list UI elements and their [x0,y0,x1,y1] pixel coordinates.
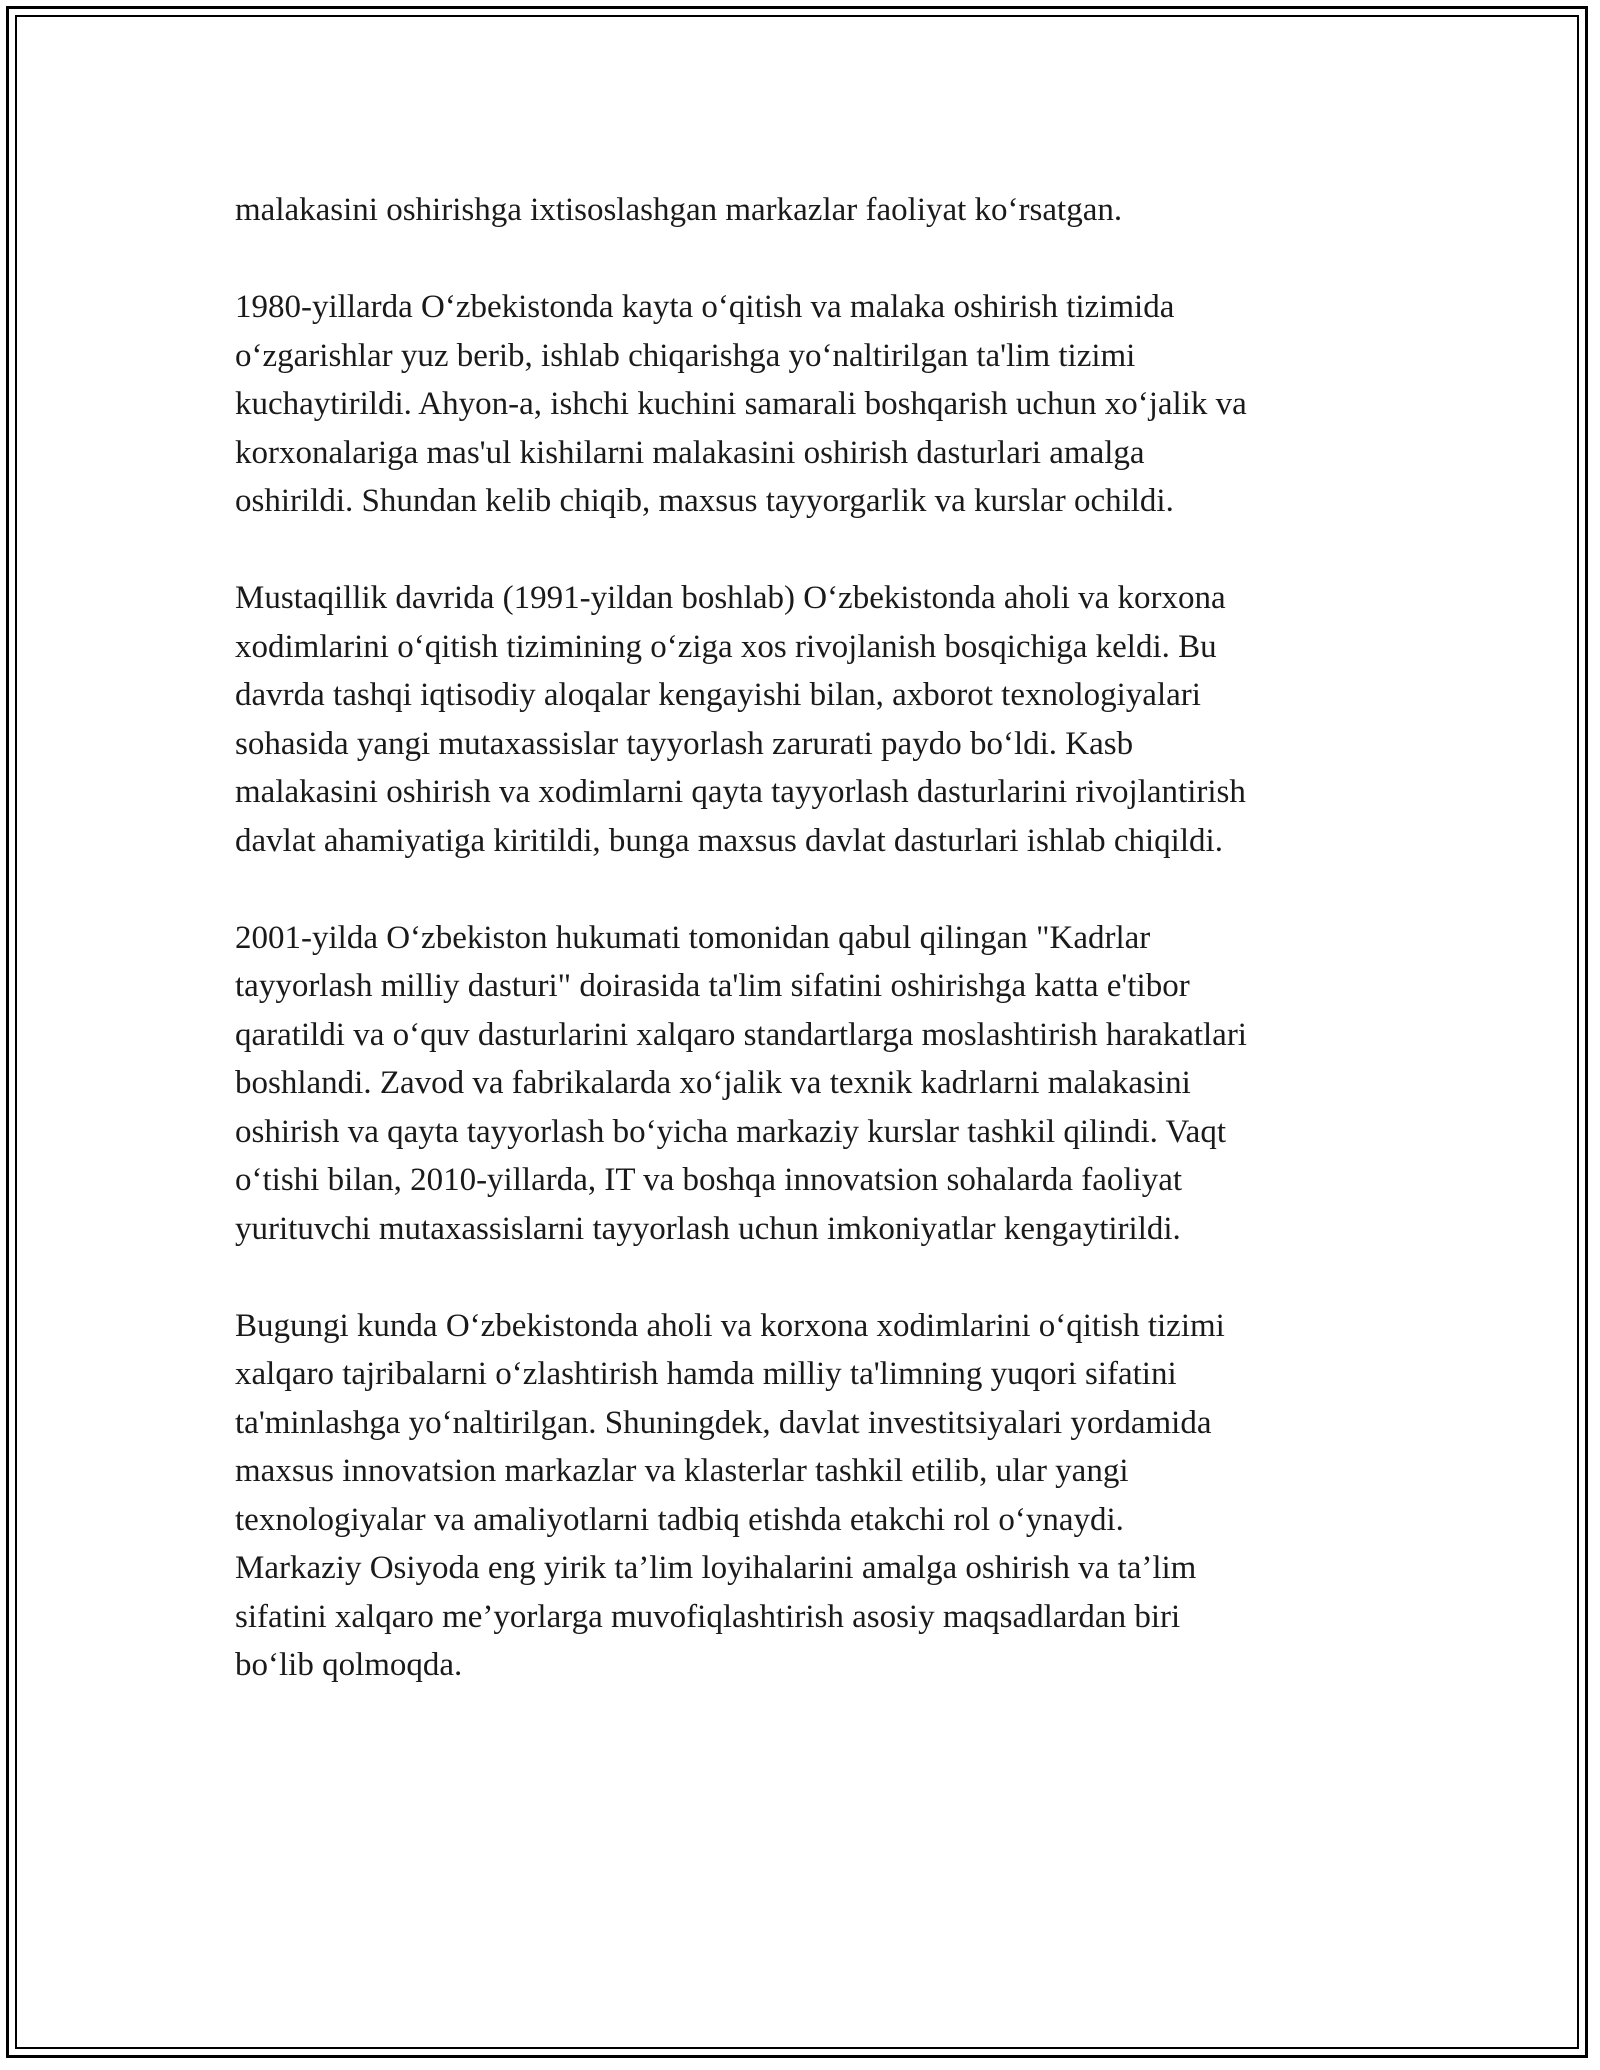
paragraph-4: 2001-yilda O‘zbekiston hukumati tomonidan qabul qilingan "Kadrlar tayyorlash milliy dasturi" doirasida ta'lim sifatini oshirishga katta e'tibor qaratildi va o‘quv dasturlarini xalqaro standartlarga moslashtirish harakatlari boshlandi. Zavod va fabrikalarda xo‘jalik va texnik kadrlarni malakasini oshirish va qayta tayyorlash bo‘yicha markaziy kurslar tashkil qilindi. Vaqt o‘tishi bilan, 2010-yillarda, IT va boshqa innovatsion sohalarda faoliyat yurituvchi mutaxassislarni tayyorlash uchun imkoniyatlar kengaytirildi. [235,919,1247,1247]
paragraph-1: malakasini oshirishga ixtisoslashgan markazlar faoliyat ko‘rsatgan. [235,192,1123,228]
paragraph-2: 1980-yillarda O‘zbekistonda kayta o‘qitish va malaka oshirish tizimida o‘zgarishlar yuz berib, ishlab chiqarishga yo‘naltirilgan ta'lim tizimi kuchaytirildi. Ahyon-a, ishchi kuchini samarali boshqarish uchun xo‘jalik va korxonalariga mas'ul kishilarni malakasini oshirish dasturlari amalga oshirildi. Shundan kelib chiqib, maxsus tayyorgarlik va kurslar ochildi. [235,289,1247,519]
paragraph-3: Mustaqillik davrida (1991-yildan boshlab) O‘zbekistonda aholi va korxona xodimlarini o‘qitish tizimining o‘ziga xos rivojlanish bosqichiga keldi. Bu davrda tashqi iqtisodiy aloqalar kengayishi bilan, axborot texnologiyalari sohasida yangi mutaxassislar tayyorlash zarurati paydo bo‘ldi. Kasb malakasini oshirish va xodimlarni qayta tayyorlash dasturlarini rivojlantirish davlat ahamiyatiga kiritildi, bunga maxsus davlat dasturlari ishlab chiqildi. [235,580,1246,859]
paragraph-5: Bugungi kunda O‘zbekistonda aholi va korxona xodimlarini o‘qitish tizimi xalqaro tajribalarni o‘zlashtirish hamda milliy ta'limning yuqori sifatini ta'minlashga yo‘naltirilgan. Shuningdek, davlat investitsiyalari yordamida maxsus innovatsion markazlar va klasterlar tashkil etilib, ular yangi texnologiyalar va amaliyotlarni tadbiq etishda etakchi rol o‘ynaydi. Markaziy Osiyoda eng yirik ta’lim loyihalarini amalga oshirish va ta’lim sifatini xalqaro me’yorlarga muvofiqlashtirish asosiy maqsadlardan biri bo‘lib qolmoqda. [235,1307,1225,1683]
document-body [235,186,1395,1738]
